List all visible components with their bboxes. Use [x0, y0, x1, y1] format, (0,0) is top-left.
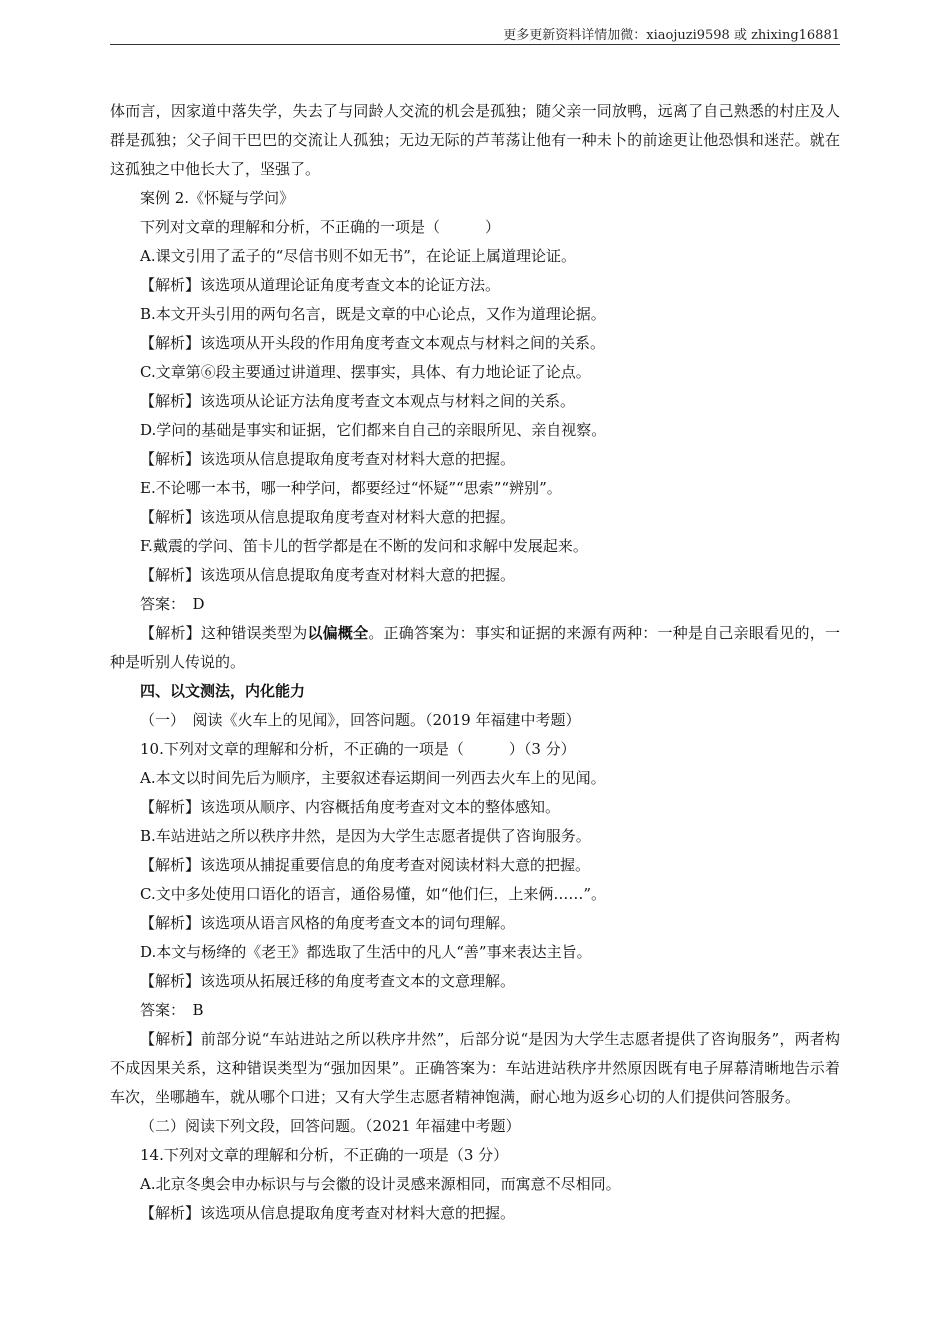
case2-question: 下列对文章的理解和分析，不正确的一项是（ ） [140, 218, 501, 236]
section4-title: 四、以文测法，内化能力 [140, 682, 306, 700]
part1-analysis-c: 【解析】该选项从语言风格的角度考查文本的词句理解。 [140, 914, 516, 932]
case2-answer: 答案： D [140, 595, 205, 613]
section4-part1-question: 10.下列对文章的理解和分析，不正确的一项是（ ）（3 分） [140, 740, 576, 758]
part1-analysis-a: 【解析】该选项从顺序、内容概括角度考查对文本的整体感知。 [140, 798, 561, 816]
case2-analysis-f: 【解析】该选项从信息提取角度考查对材料大意的把握。 [140, 566, 516, 584]
page-header: 更多更新资料详情加微：xiaojuzi9598 或 zhixing16881 [503, 28, 840, 43]
part2-option-a: A.北京冬奥会申办标识与与会徽的设计灵感来源相同，而寓意不尽相同。 [140, 1175, 621, 1193]
part1-option-a: A.本文以时间先后为顺序，主要叙述春运期间一列西去火车上的见闻。 [140, 769, 606, 787]
case2-analysis-b: 【解析】该选项从开头段的作用角度考查文本观点与材料之间的关系。 [140, 334, 606, 352]
case2-option-b: B.本文开头引用的两句名言，既是文章的中心论点，又作为道理论据。 [140, 305, 606, 323]
part1-final-analysis: 【解析】前部分说“车站进站之所以秩序井然”，后部分说“是因为大学生志愿者提供了咨询服务”，两者构不成因果关系，这种错误类型为“强加因果”。正确答案为：车站进站秩序井然原因既有电子屏幕清晰地告示着车次，坐哪趟车，就从哪个口进；又有大学生志愿者精神饱满，耐心地为返乡心切的人们提供问答服务。 [110, 1030, 840, 1106]
document-body [110, 97, 840, 1228]
case2-analysis-e: 【解析】该选项从信息提取角度考查对材料大意的把握。 [140, 508, 516, 526]
part1-option-c: C.文中多处使用口语化的语言，通俗易懂，如“他们仨，上来俩……”。 [140, 885, 607, 903]
part1-analysis-d: 【解析】该选项从拓展迁移的角度考查文本的文意理解。 [140, 972, 516, 990]
case2-final-analysis [110, 619, 840, 677]
case2-final-analysis-emphasis: 以偏概全 [307, 624, 369, 642]
part2-analysis-a: 【解析】该选项从信息提取角度考查对材料大意的把握。 [140, 1204, 516, 1222]
section4-part2-question: 14.下列对文章的理解和分析，不正确的一项是（3 分） [140, 1146, 509, 1164]
intro-paragraph: 体而言，因家道中落失学，失去了与同龄人交流的机会是孤独；随父亲一同放鸭，远离了自己熟悉的村庄及人群是孤独；父子间干巴巴的交流让人孤独；无边无际的芦苇荡让他有一种未卜的前途更让他恐惧和迷茫。就在这孤独之中他长大了，坚强了。 [110, 102, 840, 178]
header-divider [110, 44, 840, 45]
case2-final-analysis-prefix: 【解析】这种错误类型为 [140, 624, 308, 642]
part1-answer: 答案： B [140, 1001, 204, 1019]
case2-title: 案例 2.《怀疑与学问》 [140, 189, 295, 207]
case2-option-c: C.文章第⑥段主要通过讲道理、摆事实，具体、有力地论证了论点。 [140, 363, 591, 381]
section4-part2-title: （二）阅读下列文段，回答问题。（2021 年福建中考题） [140, 1117, 521, 1135]
case2-option-f: F.戴震的学问、笛卡儿的哲学都是在不断的发问和求解中发展起来。 [140, 537, 588, 555]
case2-analysis-a: 【解析】该选项从道理论证角度考查文本的论证方法。 [140, 276, 501, 294]
case2-analysis-c: 【解析】该选项从论证方法角度考查文本观点与材料之间的关系。 [140, 392, 576, 410]
part1-option-b: B.车站进站之所以秩序井然，是因为大学生志愿者提供了咨询服务。 [140, 827, 591, 845]
part1-analysis-b: 【解析】该选项从捕捉重要信息的角度考查对阅读材料大意的把握。 [140, 856, 591, 874]
section4-part1-title: （一） 阅读《火车上的见闻》，回答问题。（2019 年福建中考题） [140, 711, 581, 729]
part1-option-d: D.本文与杨绛的《老王》都选取了生活中的凡人“善”事来表达主旨。 [140, 943, 592, 961]
case2-option-e: E.不论哪一本书，哪一种学问，都要经过“怀疑”“思索”“辨别”。 [140, 479, 562, 497]
case2-analysis-d: 【解析】该选项从信息提取角度考查对材料大意的把握。 [140, 450, 516, 468]
case2-option-d: D.学问的基础是事实和证据，它们都来自自己的亲眼所见、亲自视察。 [140, 421, 607, 439]
case2-final-analysis-rest: 。正确答案为：事实和证据的来源有两种：一种是自己亲眼看见的，一种是听别人传说的。 [110, 624, 840, 671]
case2-option-a: A.课文引用了孟子的“尽信书则不如无书”，在论证上属道理论证。 [140, 247, 576, 265]
